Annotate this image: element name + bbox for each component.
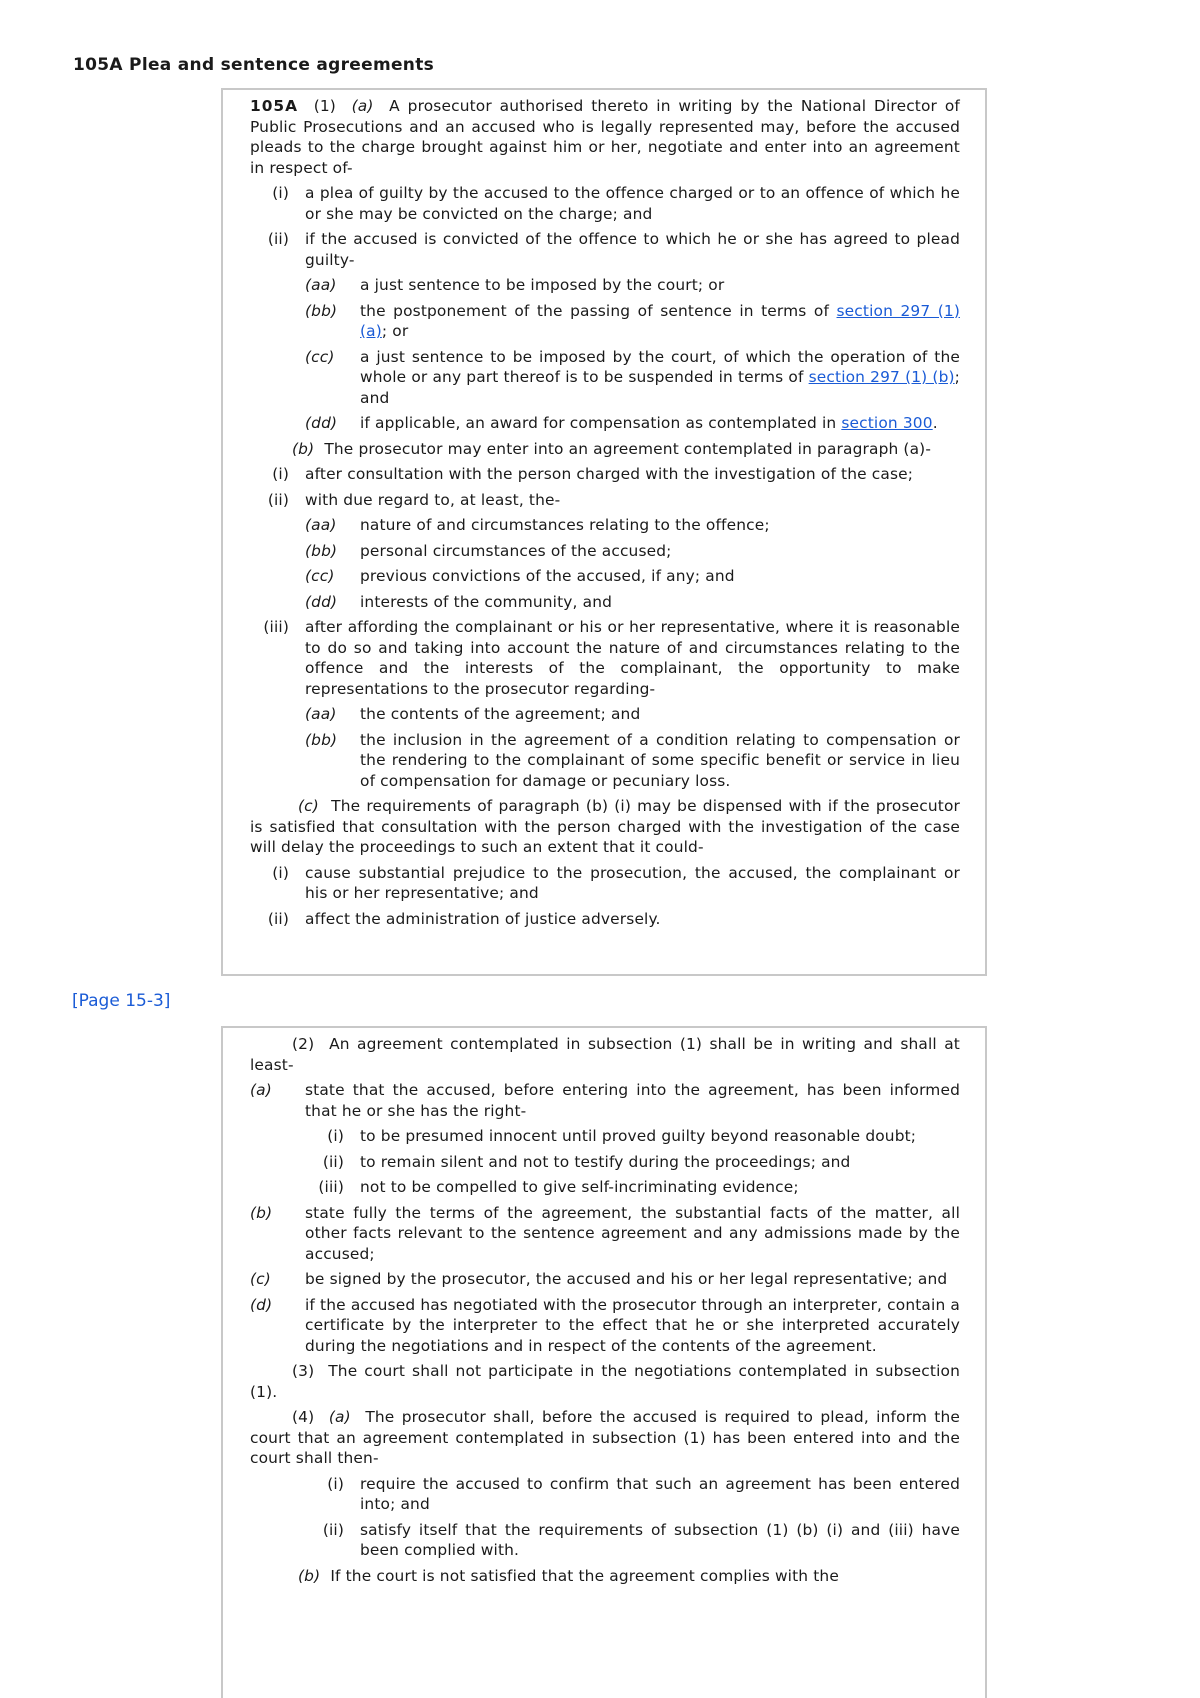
list-item (305, 730, 960, 792)
item-text (360, 413, 960, 434)
paragraph-label: (c) (298, 797, 319, 815)
list-item (250, 1295, 960, 1357)
item-label: (c) (250, 1270, 271, 1288)
subsection-3 (250, 1361, 960, 1402)
subsection-1b-intro (250, 439, 960, 460)
item-text-part: ; or (381, 322, 409, 340)
item-text: if the accused has negotiated with the prosecutor through an interpreter, contain a certificate by the interpreter to the effect that he or she interpreted accurately during the negotiations and in respect of the contents of the agreement. (305, 1295, 960, 1355)
section-297-1-b-link[interactable]: section 297 (1) (b) (808, 368, 955, 386)
item-label: (ii) (267, 230, 289, 248)
item-label: (ii) (322, 1520, 344, 1539)
item-text: state fully the terms of the agreement, the substantial facts of the matter, all other facts relevant to the sentence agreement and any admissions made by the accused; (305, 1203, 960, 1263)
list-item (250, 490, 960, 511)
item-text (360, 301, 960, 342)
item-label: (iii) (263, 618, 289, 636)
list-item (305, 413, 960, 434)
item-text: to be presumed innocent until proved guilty beyond reasonable doubt; (360, 1127, 917, 1145)
item-text: satisfy itself that the requirements of subsection (1) (b) (i) and (iii) have been complied with. (360, 1520, 960, 1559)
list-item (250, 617, 960, 699)
paragraph-text: An agreement contemplated in subsection (1) shall be in writing and shall at least- (250, 1035, 960, 1074)
item-label: (ii) (267, 909, 289, 928)
item-label: (cc) (305, 567, 335, 585)
paragraph-label: (b) (292, 439, 315, 458)
list-item (305, 515, 960, 536)
list-item (305, 1520, 960, 1561)
section-number: 105A (250, 97, 299, 115)
item-label: (iii) (318, 1178, 344, 1196)
list-item (250, 183, 960, 224)
item-label: (a) (250, 1081, 272, 1099)
item-label: (i) (327, 1474, 344, 1493)
paragraph-text: If the court is not satisfied that the agreement complies with the (330, 1566, 839, 1585)
list-item (250, 909, 960, 930)
list-item (305, 347, 960, 409)
item-label: (aa) (305, 276, 337, 294)
item-text: the inclusion in the agreement of a condition relating to compensation or the rendering to the complainant of some specific benefit or service in lieu of compensation for damage or pecuniary loss. (360, 730, 960, 790)
item-text: the contents of the agreement; and (360, 705, 641, 723)
item-label: (i) (327, 1127, 344, 1145)
list-item (305, 275, 960, 296)
section-297-1-a-link[interactable]: section 297 (1) (a) (360, 301, 960, 340)
list-item (250, 1203, 960, 1265)
item-text: after consultation with the person charged with the investigation of the case; (305, 465, 914, 483)
paragraph-text: The prosecutor may enter into an agreement contemplated in paragraph (a)- (324, 439, 932, 458)
item-label: (bb) (305, 730, 338, 749)
item-label: (bb) (305, 541, 338, 560)
item-text: after affording the complainant or his or her representative, where it is reasonable to do so and taking into account the nature of and circumstances relating to the offence and the interests of the complainant, the opportunity to make representations to the prosecutor regarding- (305, 618, 960, 698)
item-text (360, 347, 960, 409)
item-text: previous convictions of the accused, if any; and (360, 567, 735, 585)
list-item (305, 566, 960, 587)
item-text: require the accused to confirm that such an agreement has been entered into; and (360, 1474, 960, 1513)
section-text-box-1 (221, 88, 987, 976)
subsection-4b-intro (250, 1566, 960, 1587)
list-item (305, 1126, 960, 1147)
page-reference-link[interactable]: [Page 15-3] (72, 991, 171, 1011)
list-item (305, 301, 960, 342)
list-item (305, 704, 960, 725)
subsection-label: (3) (292, 1362, 315, 1380)
paragraph-label: (a) (351, 97, 374, 115)
subsection-label: (1) (313, 97, 336, 115)
item-text: with due regard to, at least, the- (305, 490, 561, 509)
list-item (305, 1152, 960, 1173)
item-text: cause substantial prejudice to the prosecution, the accused, the complainant or his or her representative; and (305, 863, 960, 902)
paragraph-text: The court shall not participate in the negotiations contemplated in subsection (1). (250, 1362, 960, 1401)
list-item (250, 1269, 960, 1290)
item-text: not to be compelled to give self-incriminating evidence; (360, 1178, 799, 1196)
subsection-label: (2) (292, 1035, 315, 1053)
item-label: (b) (250, 1203, 273, 1222)
paragraph-label: (b) (298, 1566, 321, 1585)
list-item (305, 1474, 960, 1515)
item-label: (i) (272, 184, 289, 202)
item-text: to remain silent and not to testify during the proceedings; and (360, 1152, 851, 1171)
section-heading: 105A Plea and sentence agreements (73, 55, 435, 75)
item-label: (i) (272, 465, 289, 483)
paragraph-text: A prosecutor authorised thereto in writing by the National Director of Public Prosecutions and an accused who is legally represented may, before the accused pleads to the charge brought against him or her, negotiate and enter into an agreement in respect of- (250, 97, 960, 177)
paragraph-text: The requirements of paragraph (b) (i) may be dispensed with if the prosecutor is satisfied that consultation with the person charged with the investigation of the case will delay the proceedings to such an extent that it could- (250, 797, 960, 856)
list-item (250, 229, 960, 270)
subsection-1c-intro (250, 796, 960, 858)
item-label: (d) (250, 1295, 273, 1314)
item-text: a just sentence to be imposed by the court; or (360, 276, 725, 294)
item-label: (ii) (322, 1152, 344, 1171)
subsection-4a-intro (250, 1407, 960, 1469)
item-label: (ii) (267, 490, 289, 509)
item-text-part: the postponement of the passing of sentence in terms of (360, 301, 837, 320)
item-label: (i) (272, 863, 289, 882)
paragraph-label: (a) (328, 1408, 351, 1426)
item-label: (dd) (305, 592, 338, 611)
item-text: nature of and circumstances relating to the offence; (360, 516, 770, 534)
section-300-link[interactable]: section 300 (841, 414, 933, 432)
item-text-part: a just sentence to be imposed by the court, of which the operation of the whole or any part thereof is to be suspended in terms of (360, 347, 960, 386)
list-item (305, 592, 960, 613)
item-text: if the accused is convicted of the offence to which he or she has agreed to plead guilty- (305, 230, 960, 269)
list-item (250, 464, 960, 485)
list-item (250, 1080, 960, 1121)
list-item (250, 863, 960, 904)
section-text-box-2 (221, 1026, 987, 1698)
item-text-part: . (932, 414, 938, 432)
item-label: (aa) (305, 516, 337, 534)
list-item (305, 541, 960, 562)
item-text: personal circumstances of the accused; (360, 541, 672, 560)
item-text: a plea of guilty by the accused to the offence charged or to an offence of which he or she may be convicted on the charge; and (305, 184, 960, 223)
item-label: (bb) (305, 301, 338, 320)
item-label: (aa) (305, 705, 337, 723)
subsection-label: (4) (292, 1408, 315, 1426)
list-item (305, 1177, 960, 1198)
item-text: state that the accused, before entering into the agreement, has been informed that he or she has the right- (305, 1081, 960, 1120)
paragraph-text: The prosecutor shall, before the accused is required to plead, inform the court that an agreement contemplated in subsection (1) has been entered into and the court shall then- (250, 1408, 960, 1467)
item-text: be signed by the prosecutor, the accused and his or her legal representative; and (305, 1270, 948, 1288)
subsection-2-intro (250, 1034, 960, 1075)
item-text-part: ; and (360, 368, 960, 407)
item-text-part: if applicable, an award for compensation as contemplated in (360, 414, 842, 432)
item-text: affect the administration of justice adversely. (305, 909, 661, 928)
item-label: (dd) (305, 414, 338, 432)
item-text: interests of the community, and (360, 592, 613, 611)
item-label: (cc) (305, 347, 335, 366)
subsection-1a-intro (250, 96, 960, 178)
